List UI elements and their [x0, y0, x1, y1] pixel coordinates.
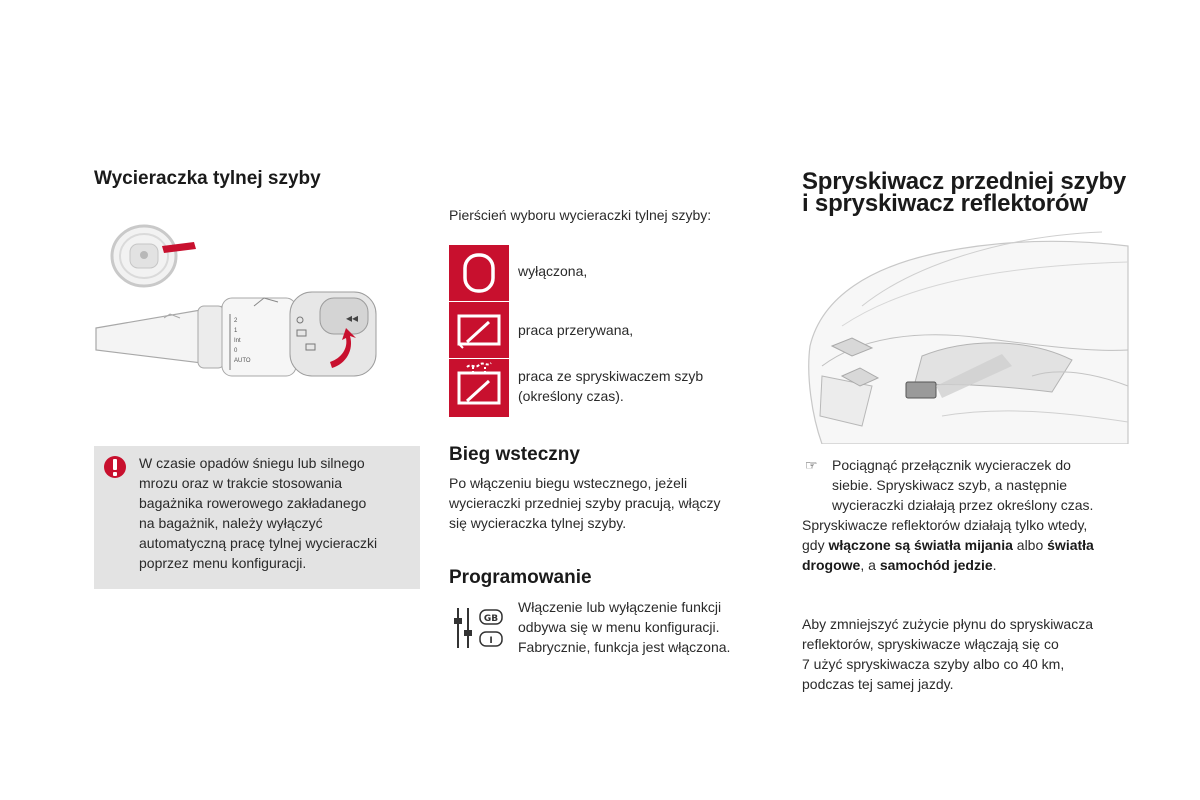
mode-off-box: [449, 245, 509, 301]
mode-off-label: wyłączona,: [518, 263, 588, 279]
off-icon: [449, 245, 509, 301]
warning-box: [94, 446, 420, 589]
mode-intermittent-box: [449, 301, 509, 358]
mode-intermittent-label: praca przerywana,: [518, 322, 634, 338]
mode-washer-label: praca ze spryskiwaczem szyb (określony czas).: [518, 368, 704, 404]
washer-wiper-icon: [449, 359, 509, 417]
section-title-rear-wiper: Wycieraczka tylnej szyby: [94, 168, 321, 189]
section-title-washers: Spryskiwacz przedniej szyby i spryskiwacz reflektorów: [802, 168, 1127, 217]
bullet-instruction: Pociągnąć przełącznik wycieraczek do siebie. Spryskiwacz szyb, a następnie wycieraczki działają przez określony czas.: [832, 457, 1094, 513]
reverse-text: Po włączeniu biegu wstecznego, jeżeli wycieraczki przedniej szyby pracują, włączy się wycieraczka tylnej szyby.: [449, 475, 721, 531]
car-front-illustration: [802, 226, 1130, 444]
ring-intro-text: Pierścień wyboru wycieraczki tylnej szyby:: [449, 207, 712, 223]
configuration-menu-icon: [450, 604, 504, 652]
headlamp-washer-conditions: Spryskiwacze reflektorów działają tylko wtedy, gdy włączone są światła mijania albo światła drogowe, a samochód jedzie.: [802, 517, 1094, 573]
section-title-reverse: Bieg wsteczny: [449, 444, 580, 465]
stalk-label-0: 0: [234, 348, 238, 354]
section-title-programming: Programowanie: [449, 567, 592, 588]
fluid-saving-text: Aby zmniejszyć zużycie płynu do spryskiwacza reflektorów, spryskiwacze włączają się co 7 użyć spryskiwacza szyby albo co 40 km, podczas tej samej jazdy.: [802, 616, 1093, 692]
bullet-symbol: ☞: [805, 457, 818, 473]
intermittent-wiper-icon: [449, 302, 509, 358]
wiper-stalk-illustration: [94, 284, 390, 380]
stalk-label-int: Int: [234, 338, 241, 344]
svg-text:◂◂: ◂◂: [346, 311, 359, 325]
stalk-label-2: 2: [234, 318, 238, 324]
warning-text: W czasie opadów śniegu lub silnego mrozu oraz w trakcie stosowania bagażnika rowerowego zakładanego na bagażnik, należy wyłączyć automatyczną pracę tylnej wycieraczki poprzez menu konfiguracji.: [139, 455, 378, 571]
warning-exclamation-icon: [103, 454, 127, 480]
stalk-label-1: 1: [234, 328, 238, 334]
gb-label: GB: [483, 614, 499, 624]
i-label: I: [489, 636, 493, 646]
stalk-label-auto: AUTO: [234, 358, 251, 364]
programming-text: Włączenie lub wyłączenie funkcji odbywa się w menu konfiguracji. Fabrycznie, funkcja jest włączona.: [518, 599, 731, 655]
mode-washer-box: [449, 358, 509, 417]
